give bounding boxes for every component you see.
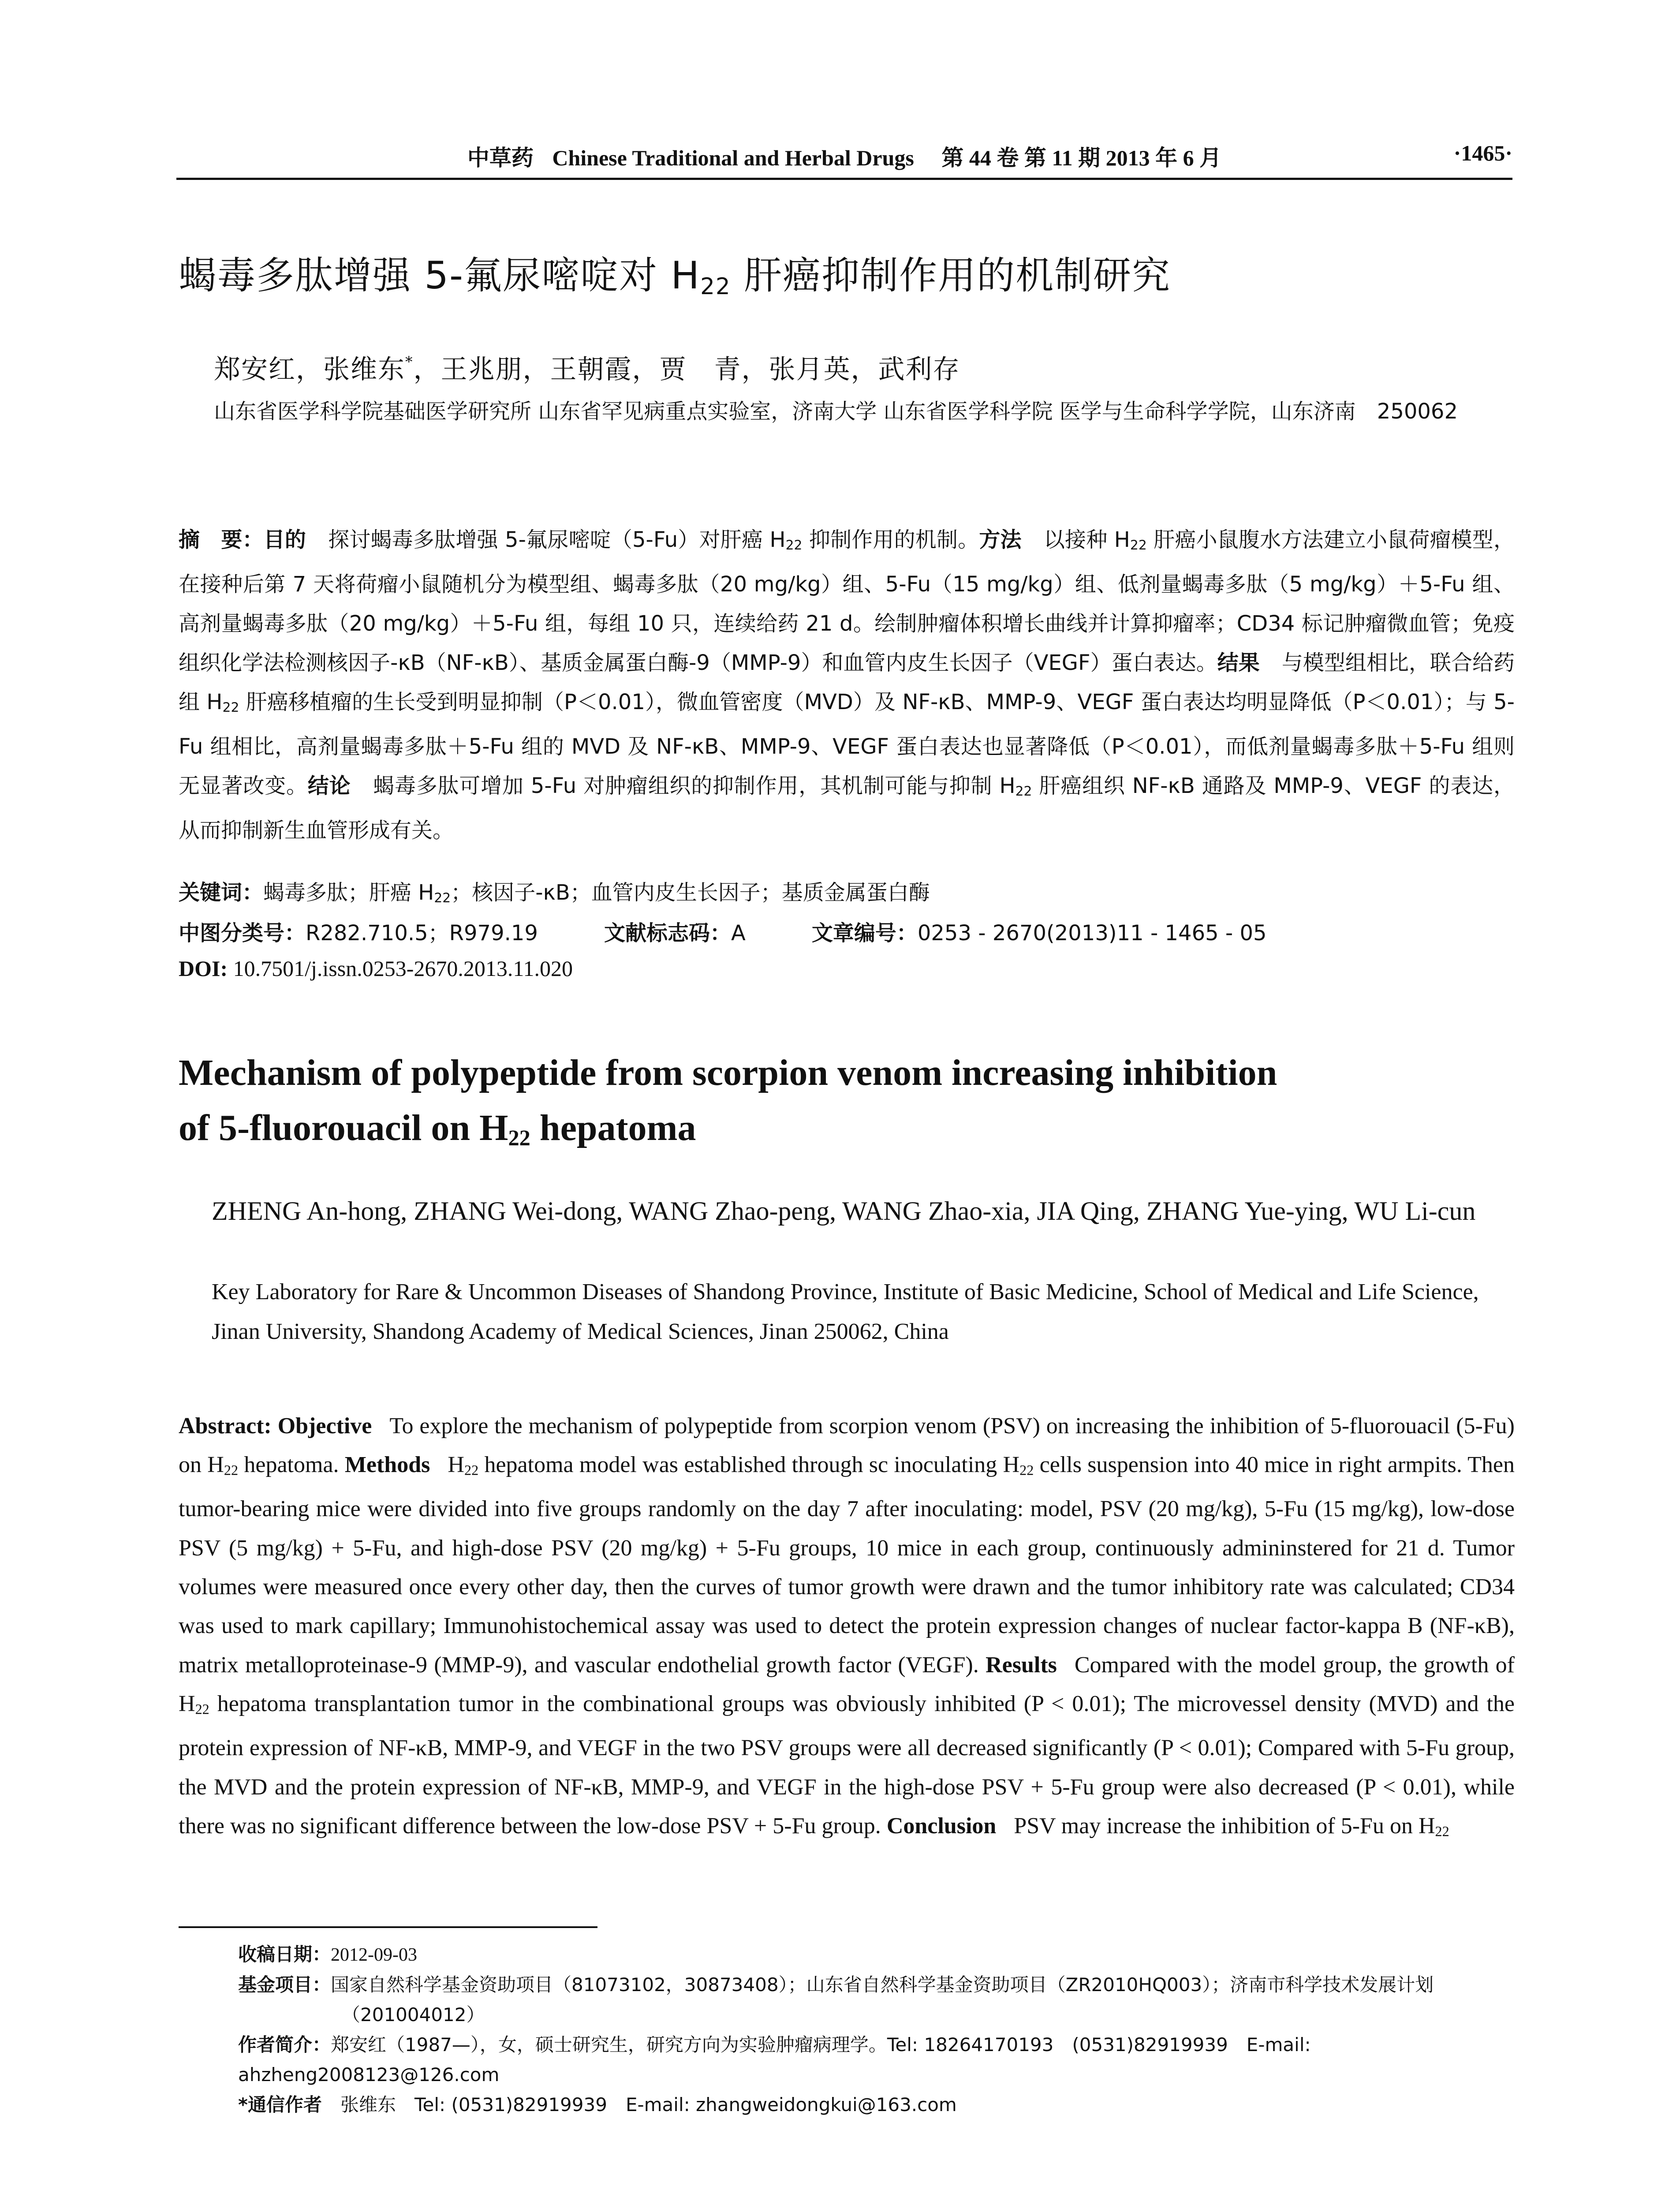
footnote-fund: 基金项目：国家自然科学基金资助项目（81073102，30873408）；山东省自然科学基金资助项目（ZR2010HQ003）；济南市科学技术发展计划 — [238, 1974, 1434, 1996]
page-number: ·1465· — [1453, 141, 1512, 165]
keywords-cn: 关键词：蝎毒多肽；肝癌 $H_{22}$；核因子-κB；血管内皮生长因子；基质金属蛋白酶 — [179, 880, 930, 906]
affiliation-cn: 山东省医学科学院基础医学研究所 山东省罕见病重点实验室，济南大学 山东省医学科学院 医学与生命科学学院，山东济南 250062 — [214, 399, 1458, 424]
abstract-cn: 摘 要：目的 探讨蝎毒多肽增强 5-氟尿嘧啶（5-Fu）对肝癌 $H_{22}$ 抑制作用的机制。方法 以接种 $H_{22}$ 肝癌小鼠腹水方法建立小鼠荷瘤模型，在接种后第 7 天将荷瘤小鼠随机分为模型组、蝎毒多肽（20 mg/kg）组、5-Fu（15 mg/kg）组、低剂量蝎毒多肽（5 mg/kg）＋5-Fu 组、高剂量蝎毒多肽（20 mg/kg）＋5-Fu 组，每组 10 只，连续给药 21 d。绘制肿瘤体积增长曲线并计算抑瘤率；CD34 标记肿瘤微血管；免疫组织化学法检测核因子-κB（NF-κB）、基质金属蛋白酶-9（MMP-9）和血管内皮生长因子（VEGF）蛋白表达。结果 与模型组相比，联合给药组 $H_{22}$ 肝癌移植瘤的生长受到明显抑制（P＜0.01），微血管密度（MVD）及 NF-κB、MMP-9、VEGF 蛋白表达均明显降低（P＜0.01）；与 5-Fu 组相比，高剂量蝎毒多肽＋5-Fu 组的 MVD 及 NF-κB、MMP-9、VEGF 蛋白表达也显著降低（P＜0.01），而低剂量蝎毒多肽＋5-Fu 组则无显著改变。结论 蝎毒多肽可增加 5-Fu 对肿瘤组织的抑制作用，其机制可能与抑制 $H_{22}$ 肝癌组织 NF-κB 通路及 MMP-9、VEGF 的表达，从而抑制新生血管形成有关。 — [179, 527, 1515, 843]
corresponding-marker: * — [405, 353, 414, 370]
abstract-en-label: Abstract: — [179, 1413, 272, 1439]
footnote-rule — [179, 1926, 597, 1928]
title-en: Mechanism of polypeptide from scorpion venom increasing inhibition of 5-fluorouacil on $H_{22}$ hepatoma — [179, 1052, 1277, 1151]
affiliation-en: Key Laboratory for Rare & Uncommon Diseases of Shandong Province, Institute of Basic Medicine, School of Medical and Life Science, Jinan University, Shandong Academy of Medical Sciences, Jinan 250062, China — [212, 1279, 1479, 1344]
doi-value: 10.7501/j.issn.0253-2670.2013.11.020 — [233, 956, 573, 981]
footnotes — [238, 1940, 1512, 2120]
abstract-cn-label: 摘 要： — [179, 527, 264, 552]
footnote-author-bio: 作者简介：郑安红（1987—），女，硕士研究生，研究方向为实验肿瘤病理学。Tel: 18264170193 (0531)82919939 E-mail: ahzheng2008123@126.com — [238, 2034, 1311, 2085]
authors-en: ZHENG An-hong, ZHANG Wei-dong, WANG Zhao-peng, WANG Zhao-xia, JIA Qing, ZHANG Yue-ying, WU Li-cun — [212, 1196, 1476, 1226]
running-header — [176, 140, 1512, 176]
journal-name-en: Chinese Traditional and Herbal Drugs — [552, 146, 914, 170]
authors-cn: 郑安红，张维东*，王兆朋，王朝霞，贾 青，张月英，武利存 — [214, 353, 960, 385]
journal-name-cn: 中草药 — [467, 146, 534, 170]
title-cn: 蝎毒多肽增强 5-氟尿嘧啶对 $H_{22}$ 肝癌抑制作用的机制研究 — [179, 254, 1171, 300]
abstract-en: Abstract: Objective To explore the mechanism of polypeptide from scorpion venom (PSV) on increasing the inhibition of 5-fluorouacil (5-Fu) on $H_{22}$ hepatoma. Methods $H_{22}$ hepatoma model was established through sc inoculating $H_{22}$ cells suspension into 40 mice in right armpits. Then tumor-bearing mice were divided into five groups randomly on the day 7 after inoculating: model, PSV (20 mg/kg), 5-Fu (15 mg/kg), low-dose PSV (5 mg/kg) + 5-Fu, and high-dose PSV (20 mg/kg) + 5-Fu groups, 10 mice in each group, continuously admininstered for 21 d. Tumor volumes were measured once every other day, then the curves of tumor growth were drawn and the tumor inhibitory rate was calculated; CD34 was used to mark capillary; Immunohistochemical assay was used to detect the protein expression changes of nuclear factor-kappa B (NF-κB), matrix metalloproteinase-9 (MMP-9), and vascular endothelial growth factor (VEGF). Results Compared with the model group, the growth of $H_{22}$ hepatoma transplantation tumor in the combinational groups was obviously inhibited (P < 0.01); The microvessel density (MVD) and the protein expression of NF-κB, MMP-9, and VEGF in the two PSV groups were all decreased significantly (P < 0.01); Compared with 5-Fu group, the MVD and the protein expression of NF-κB, MMP-9, and VEGF in the high-dose PSV + 5-Fu group were also decreased (P < 0.01), while there was no significant difference between the low-dose PSV + 5-Fu group. Conclusion PSV may increase the inhibition of 5-Fu on $H_{22}$ — [179, 1413, 1515, 1839]
footnote-received: 收稿日期：2012-09-03 — [238, 1943, 417, 1965]
journal-issue: 第 44 卷 第 11 期 2013 年 6 月 — [941, 146, 1222, 170]
footnote-corresponding: *通信作者 张维东 Tel: (0531)82919939 E-mail: zhangweidongkui@163.com — [238, 2094, 957, 2115]
classification-line: 中图分类号：R282.710.5；R979.19 文献标志码：A 文章编号：0253 - 2670(2013)11 - 1465 - 05 — [179, 921, 1267, 946]
doi-line: DOI: 10.7501/j.issn.0253-2670.2013.11.020 — [179, 956, 573, 981]
header-rule — [176, 178, 1512, 180]
footnote-fund-continued: （201004012） — [342, 2004, 485, 2026]
